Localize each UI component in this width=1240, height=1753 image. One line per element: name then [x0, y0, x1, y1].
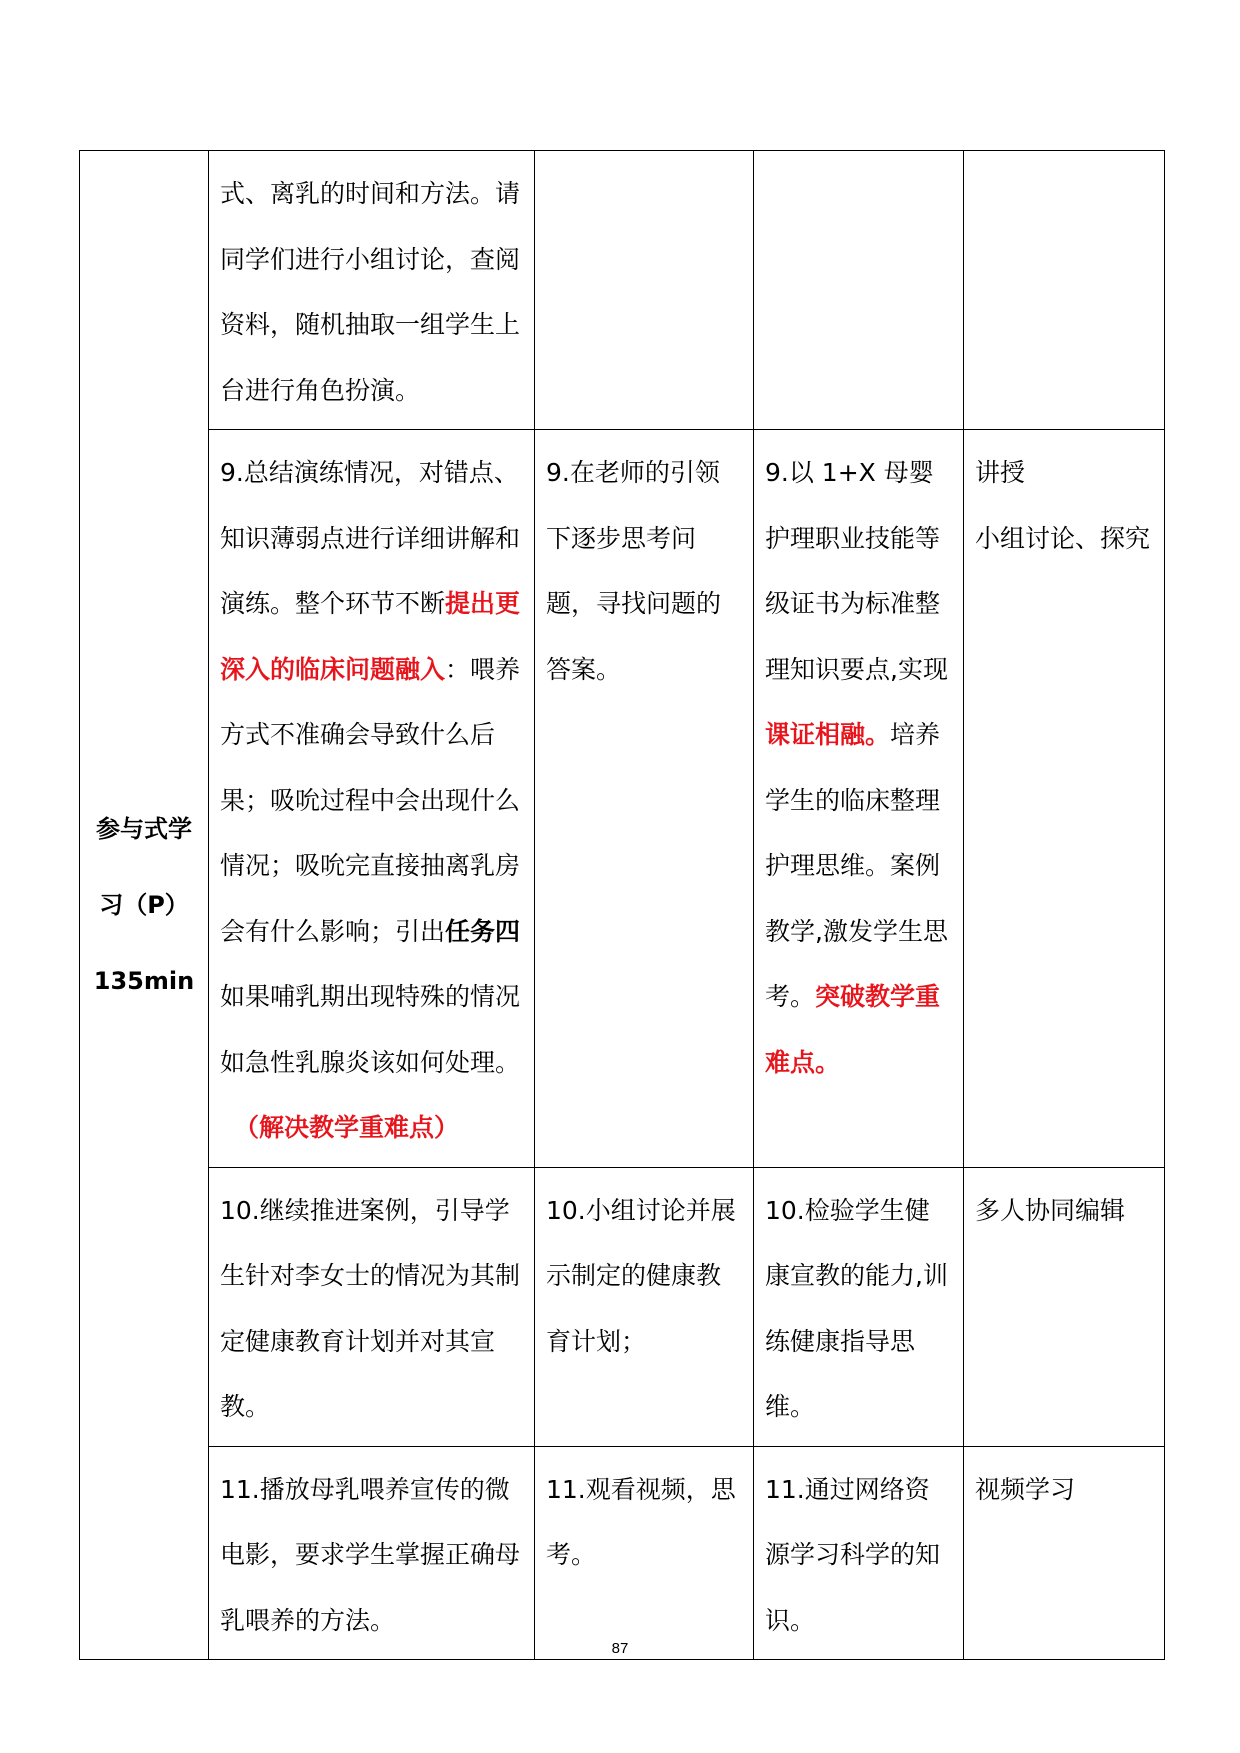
student-activity-cell: 11.观看视频，思考。	[535, 1446, 754, 1660]
design-intent-cell: 10.检验学生健康宣教的能力,训练健康指导思维。	[754, 1167, 964, 1446]
teaching-method-cell	[964, 430, 1165, 1168]
teacher-activity-cell: 10.继续推进案例，引导学生针对李女士的情况为其制定健康教育计划并对其宣教。	[209, 1167, 535, 1446]
design-intent-cell	[754, 430, 964, 1168]
highlight-break-difficulty: 突破教学重难点。	[765, 982, 941, 1077]
student-activity-cell	[535, 151, 754, 430]
design-intent-cell: 11.通过网络资源学习科学的知识。	[754, 1446, 964, 1660]
teacher-activity-cell	[209, 430, 535, 1168]
task-four-label: 任务四	[445, 916, 521, 946]
intent-text: 9.以 1+X 母婴护理职业技能等级证书为标准整理知识要点,实现	[765, 458, 948, 684]
stage-name-line2: 习（P）	[99, 891, 189, 919]
design-intent-cell	[754, 151, 964, 430]
teacher-text: 如果哺乳期出现特殊的情况如急性乳腺炎该如何处理。	[220, 982, 521, 1077]
table-row	[80, 1167, 1165, 1446]
highlight-clinical-questions: 提出更深入的临床问题融入	[220, 589, 521, 684]
table-row	[80, 151, 1165, 430]
highlight-key-difficulty: （解决教学重难点）	[234, 1113, 460, 1142]
teacher-activity-cell: 11.播放母乳喂养宣传的微电影，要求学生掌握正确母乳喂养的方法。	[209, 1446, 535, 1660]
table-row	[80, 430, 1165, 1168]
method-line: 讲授	[975, 458, 1026, 487]
teaching-method-cell: 视频学习	[964, 1446, 1165, 1660]
teacher-text: ：喂养方式不准确会导致什么后果；吸吮过程中会出现什么情况；吸吮完直接抽离乳房会有什么影响；引出	[220, 654, 521, 946]
teacher-activity-cell: 式、离乳的时间和方法。请同学们进行小组讨论，查阅资料，随机抽取一组学生上台进行角色扮演。	[209, 151, 535, 430]
student-activity-cell: 9.在老师的引领下逐步思考问题，寻找问题的答案。	[535, 430, 754, 1168]
teaching-method-cell: 多人协同编辑	[964, 1167, 1165, 1446]
student-activity-cell: 10.小组讨论并展示制定的健康教育计划；	[535, 1167, 754, 1446]
intent-text: 培养学生的临床整理护理思维。案例教学,激发学生思考。	[765, 720, 948, 1011]
stage-duration: 135min	[93, 967, 195, 995]
lesson-plan-table	[79, 150, 1165, 1660]
stage-cell	[80, 151, 209, 1660]
stage-name-line1: 参与式学	[96, 815, 192, 843]
teacher-text: 9.总结演练情况，对错点、知识薄弱点进行详细讲解和演练。整个环节不断	[220, 458, 521, 618]
method-line: 小组讨论、探究	[975, 523, 1151, 553]
table-row	[80, 1446, 1165, 1660]
page-number: 87	[611, 1640, 629, 1657]
teaching-method-cell	[964, 151, 1165, 430]
highlight-course-certificate: 课证相融。	[765, 720, 891, 749]
